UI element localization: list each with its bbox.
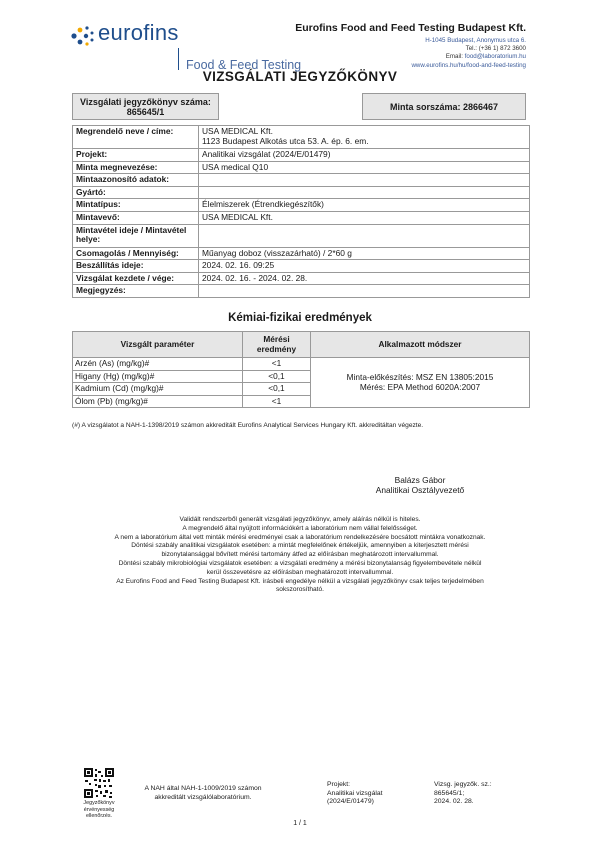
email-link[interactable]: food@laboratorium.hu bbox=[464, 53, 526, 61]
report-ref-footer bbox=[434, 781, 492, 807]
info-value: Műanyag doboz (visszazárható) / 2*60 g bbox=[199, 247, 530, 260]
info-label: Beszállítás ideje: bbox=[73, 260, 199, 273]
nah-line: akkreditált vizsgálólaboratórium. bbox=[154, 793, 252, 801]
disclaimer-line: bizonytalansággal bővített mérési tartomány átfed az előírásban meghatározott intervallummal. bbox=[161, 551, 439, 559]
disclaimer-line: Döntési szabály analitikai vizsgálatok esetében: a mintát megfelelőnek értékeljük, amennyiben a kiterjesztett mérési bbox=[131, 542, 469, 550]
result-cell: <1 bbox=[243, 358, 311, 371]
param-cell: Kadmium (Cd) (mg/kg)# bbox=[73, 383, 243, 396]
qr-caption-line: Jegyzőkönyv bbox=[83, 800, 115, 806]
result-cell: <1 bbox=[243, 395, 311, 408]
info-row bbox=[73, 186, 530, 199]
logo-divider bbox=[178, 48, 179, 70]
accreditation-footer bbox=[128, 785, 278, 802]
method-prep: Minta-előkészítés: MSZ EN 13805:2015 bbox=[346, 372, 494, 382]
info-label: Megjegyzés: bbox=[73, 285, 199, 298]
info-value: Élelmiszerek (Étrendkiegészítők) bbox=[199, 199, 530, 212]
company-block bbox=[295, 22, 526, 70]
info-label: Gyártó: bbox=[73, 186, 199, 199]
qr-caption-line: ellenőrzés. bbox=[85, 813, 113, 820]
ref-label: Vizsg. jegyzők. sz.: bbox=[434, 781, 492, 788]
company-phone: Tel.: (+36 1) 872 3600 bbox=[465, 45, 526, 53]
results-header-row bbox=[73, 332, 530, 358]
report-number: 865645/1 bbox=[126, 106, 165, 117]
info-row bbox=[73, 260, 530, 273]
page-title: VIZSGÁLATI JEGYZŐKÖNYV bbox=[202, 69, 398, 84]
info-row bbox=[73, 199, 530, 212]
sample-number-box: Minta sorszáma: 2866467 bbox=[362, 93, 526, 120]
section-title: Kémiai-fizikai eredmények bbox=[228, 312, 372, 324]
info-row bbox=[73, 161, 530, 174]
method-measure: Mérés: EPA Method 6020A:2007 bbox=[359, 381, 481, 392]
info-value: USA MEDICAL Kft. bbox=[199, 211, 530, 224]
company-website[interactable]: www.eurofins.hu/hu/food-and-feed-testing bbox=[411, 61, 526, 69]
disclaimer-line: A megrendelő által nyújtott információkért a laboratórium nem vállal felelősséget. bbox=[182, 524, 418, 532]
company-email-line bbox=[295, 53, 526, 61]
disclaimer-line: kerül összevetésre az előírásban meghatározott intervallummal. bbox=[206, 568, 394, 576]
info-value bbox=[199, 285, 530, 298]
ref-number: 865645/1; bbox=[434, 789, 465, 797]
qr-code-icon[interactable] bbox=[84, 768, 114, 798]
info-label: Mintavétel ideje / Mintavétel helye: bbox=[73, 224, 199, 247]
qr-caption-line: érvényesség bbox=[83, 806, 115, 813]
info-value: 2024. 02. 16. 09:25 bbox=[199, 260, 530, 273]
info-value bbox=[199, 186, 530, 199]
info-row bbox=[73, 149, 530, 162]
project-line: Analitikai vizsgálat bbox=[327, 789, 383, 797]
eurofins-dots-icon bbox=[70, 25, 96, 47]
header-method: Alkalmazott módszer bbox=[311, 332, 530, 358]
signature-block bbox=[340, 475, 500, 495]
info-row bbox=[73, 211, 530, 224]
info-row bbox=[73, 224, 530, 247]
nah-line: A NAH által NAH-1-1009/2019 számon bbox=[144, 785, 262, 792]
signer-name: Balázs Gábor bbox=[394, 475, 446, 485]
info-row bbox=[73, 126, 530, 149]
param-cell: Arzén (As) (mg/kg)# bbox=[73, 358, 243, 371]
info-label: Megrendelő neve / címe: bbox=[73, 126, 199, 149]
info-value bbox=[199, 126, 530, 149]
disclaimer-line: A nem a laboratórium által vett minták mérési eredményei csak a laboratórium rendelkezésére bocsátott mintákra vonatkoznak. bbox=[114, 533, 486, 541]
results-table bbox=[72, 331, 530, 408]
info-label: Csomagolás / Mennyiség: bbox=[73, 247, 199, 260]
disclaimer-line: Döntési szabály mikrobiológiai vizsgálatok esetében: a vizsgálati eredmény a mérési bizonytalanság figyelembevétele nélkül bbox=[118, 559, 482, 567]
info-row bbox=[73, 174, 530, 187]
project-line: (2024/E/01479) bbox=[327, 798, 374, 805]
project-label: Projekt: bbox=[327, 781, 351, 788]
client-address: 1123 Budapest Alkotás utca 53. A. ép. 6. em. bbox=[202, 135, 369, 146]
disclaimer-line: sokszorosítható. bbox=[275, 586, 324, 594]
company-name: Eurofins Food and Feed Testing Budapest Kft. bbox=[295, 22, 526, 34]
ref-date: 2024. 02. 28. bbox=[434, 798, 474, 805]
info-label: Mintavevő: bbox=[73, 211, 199, 224]
email-label: Email: bbox=[445, 53, 465, 61]
method-cell bbox=[311, 358, 530, 408]
table-row bbox=[73, 358, 530, 371]
signer-role: Analitikai Osztályvezető bbox=[375, 485, 465, 495]
brand-subtitle: Food & Feed Testing bbox=[186, 58, 302, 72]
info-value: Analitikai vizsgálat (2024/E/01479) bbox=[199, 149, 530, 162]
info-value bbox=[199, 174, 530, 187]
info-label: Mintaazonosító adatok: bbox=[73, 174, 199, 187]
info-label: Projekt: bbox=[73, 149, 199, 162]
info-value bbox=[199, 224, 530, 247]
report-number-label: Vizsgálati jegyzőkönyv száma: bbox=[80, 96, 211, 107]
param-cell: Higany (Hg) (mg/kg)# bbox=[73, 370, 243, 383]
info-label: Vizsgálat kezdete / vége: bbox=[73, 272, 199, 285]
info-label: Mintatípus: bbox=[73, 199, 199, 212]
header-result: Mérési eredmény bbox=[243, 332, 311, 358]
param-cell: Ólom (Pb) (mg/kg)# bbox=[73, 395, 243, 408]
report-number-box bbox=[72, 93, 219, 120]
info-row bbox=[73, 272, 530, 285]
client-name: USA MEDICAL Kft. bbox=[202, 126, 273, 136]
company-address: H-1045 Budapest, Anonymus utca 6. bbox=[425, 37, 526, 44]
accreditation-note: (#) A vizsgálatot a NAH-1-1398/2019 számon akkreditált Eurofins Analytical Services Hungary Kft. akkreditáltan végezte. bbox=[72, 422, 424, 429]
disclaimer bbox=[60, 516, 540, 595]
eurofins-logo bbox=[70, 20, 310, 70]
header-parameter: Vizsgált paraméter bbox=[73, 332, 243, 358]
disclaimer-line: Validált rendszerből generált vizsgálati jegyzőkönyv, amely aláírás nélkül is hiteles. bbox=[179, 516, 421, 523]
info-value: USA medical Q10 bbox=[199, 161, 530, 174]
disclaimer-line: Az Eurofins Food and Feed Testing Budapest Kft. írásbeli engedélye nélkül a vizsgálati jegyzőkönyv csak teljes terjedelmében bbox=[116, 577, 484, 585]
qr-caption bbox=[76, 800, 122, 820]
info-label: Minta megnevezése: bbox=[73, 161, 199, 174]
info-row bbox=[73, 285, 530, 298]
result-cell: <0,1 bbox=[243, 383, 311, 396]
result-cell: <0,1 bbox=[243, 370, 311, 383]
project-footer bbox=[327, 781, 383, 807]
info-row bbox=[73, 247, 530, 260]
sample-info-table bbox=[72, 125, 530, 298]
page-number: 1 / 1 bbox=[293, 820, 307, 827]
brand-name: eurofins bbox=[98, 20, 179, 45]
info-value: 2024. 02. 16. - 2024. 02. 28. bbox=[199, 272, 530, 285]
